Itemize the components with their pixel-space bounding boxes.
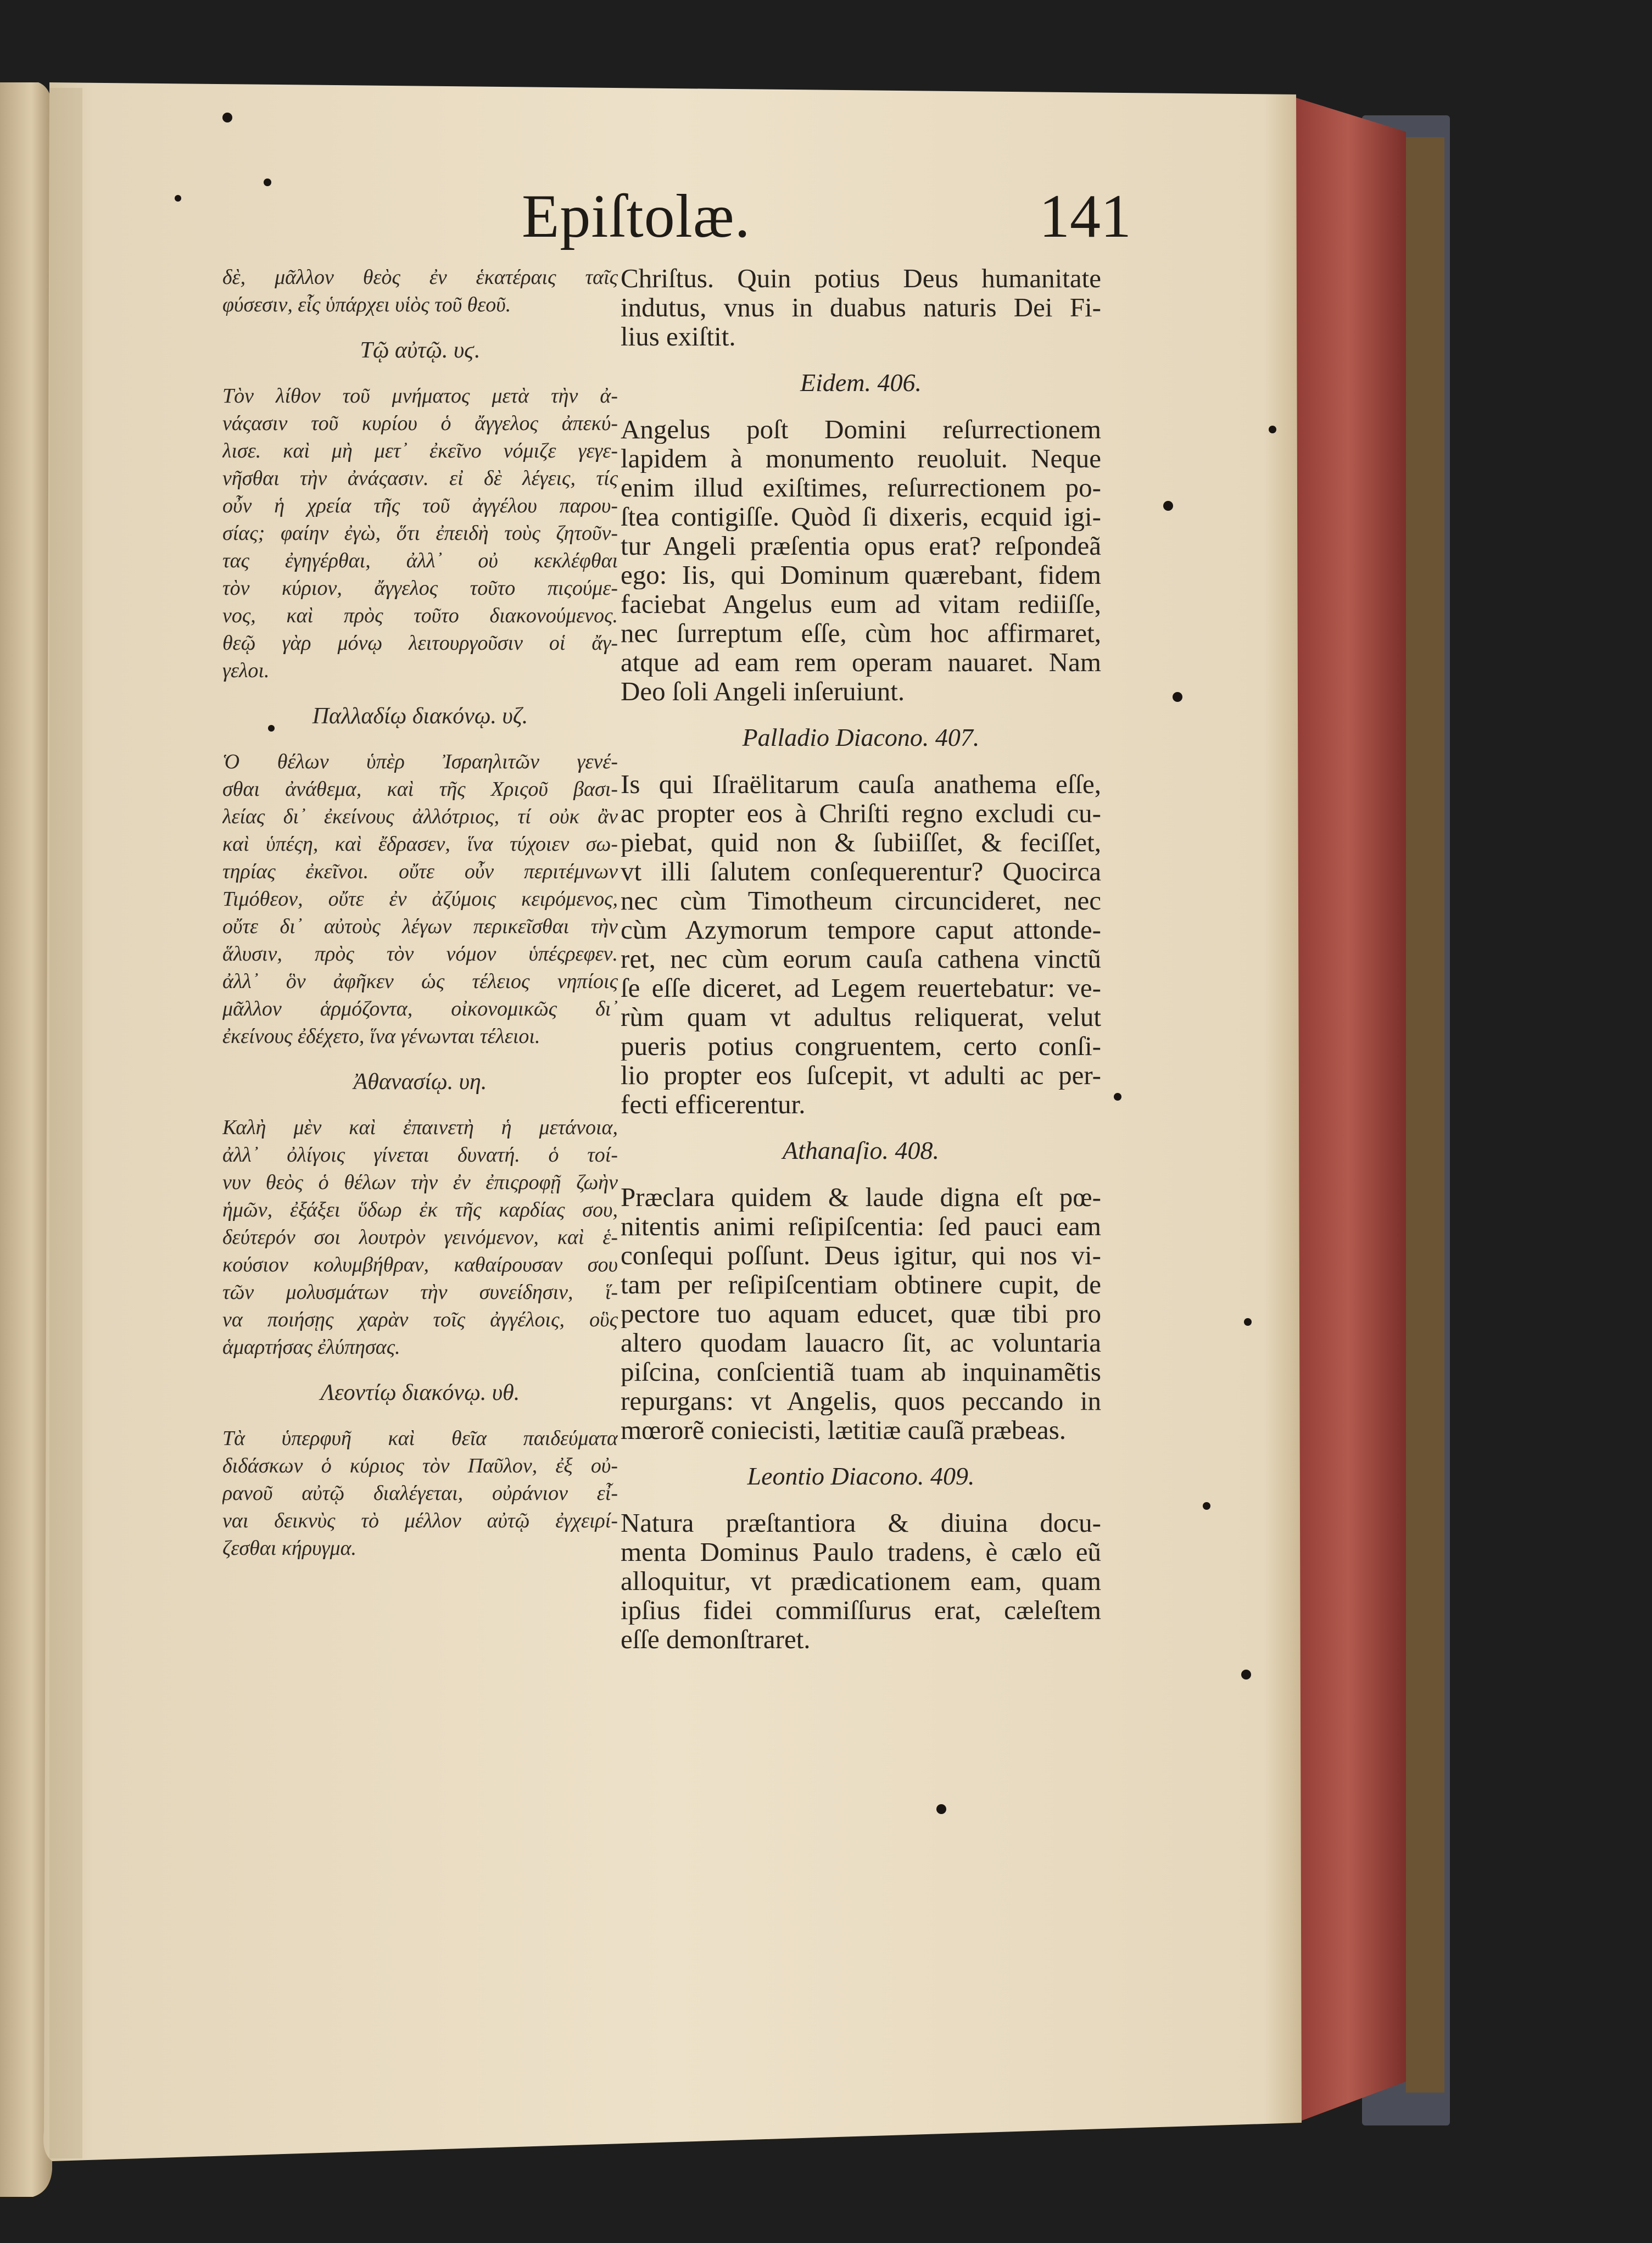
text-line: ſtea contigiſſe. Quòd ſi dixeris, ecquid igi- (621, 502, 1101, 531)
text-line: lius exiſtit. (621, 322, 736, 351)
text-line: ipſius fidei commiſſurus erat, cæleſtem (621, 1595, 1101, 1625)
text-line: atque ad eam rem operam nauaret. Nam (621, 648, 1101, 677)
ink-spot (1173, 692, 1182, 702)
text-line: vt illi ſalutem conſequerentur? Quocirca (621, 857, 1101, 886)
ink-spot (268, 725, 275, 732)
text-line: δὲ, μᾶλλον θεὸς ἐν ἑκατέραις ταῖς (222, 266, 618, 289)
latin-column (621, 264, 1101, 1654)
gutter-shadow (49, 88, 82, 2158)
text-line: ἀλλ᾽ ὀλίγοις γίνεται δυνατή. ὁ τοί- (222, 1143, 618, 1167)
text-line: ἡμῶν, ἐξάξει ὕδωρ ἐκ τῆς καρδίας σου, (222, 1198, 618, 1221)
text-line: θεῷ γὰρ μόνῳ λειτουργοῦσιν οἱ ἄγ- (222, 632, 618, 655)
text-line: pectore tuo aquam educet, quæ tibi pro (621, 1299, 1101, 1328)
text-line: οὔτε δι᾽ αὐτοὺς λέγων περικεῖσθαι τὴν (222, 915, 618, 938)
section-heading: Ἀθανασίῳ. υη. (353, 1069, 487, 1095)
text-line: repurgans: vt Angelis, quos peccando in (621, 1386, 1101, 1415)
ink-spot (936, 1804, 946, 1814)
text-line: ζεσθαι κήρυγμα. (222, 1537, 357, 1560)
text-line: νῆσθαι τὴν ἀνάςασιν. εἰ δὲ λέγεις, τίς (222, 467, 618, 490)
text-line: τῶν μολυσμάτων τὴν συνείδησιν, ἵ- (222, 1281, 618, 1304)
ink-spot (1163, 501, 1173, 511)
text-line: να ποιήσῃς χαρὰν τοῖς ἀγγέλοις, οὓς (222, 1308, 618, 1331)
text-line: rùm quam vt adultus reliquerat, velut (621, 1002, 1101, 1031)
text-line: conſequi poſſunt. Deus igitur, qui nos vi- (621, 1241, 1101, 1270)
text-line: nec ſurreptum eſſe, cùm hoc affirmaret, (621, 618, 1101, 648)
text-line: enim illud exiſtimes, reſurrectionem po- (621, 473, 1101, 502)
section-heading: Palladio Diacono. 407. (742, 723, 980, 751)
text-line: φύσεσιν, εἷς ὑπάρχει υἱὸς τοῦ θεοῦ. (222, 293, 511, 316)
text-line: καὶ ὑπέςη, καὶ ἔδρασεν, ἵνα τύχοιεν σω- (222, 833, 618, 856)
text-line: cùm Azymorum tempore caput attonde- (621, 915, 1101, 944)
text-line: οὖν ἡ χρεία τῆς τοῦ ἀγγέλου παρου- (222, 494, 618, 517)
text-line: Τιμόθεον, οὔτε ἐν ἀζύμοις κειρόμενος, (222, 888, 618, 911)
text-line: γελοι. (222, 659, 270, 682)
text-line: pueris potius congruentem, certo conſi- (621, 1031, 1101, 1061)
text-line: ἅλυσιν, πρὸς τὸν νόμον ὑπέςρεφεν. (222, 942, 618, 966)
text-line: nec cùm Timotheum circuncideret, nec (621, 886, 1101, 915)
text-line: ret, nec cùm eorum cauſa cathena vinctũ (621, 944, 1101, 973)
text-line: lapidem à monumento reuoluit. Neque (621, 444, 1101, 473)
text-line: ἁμαρτήσας ἐλύπησας. (222, 1336, 400, 1359)
section-heading: Παλλαδίῳ διακόνῳ. υζ. (312, 704, 528, 729)
text-line: alloquitur, vt prædicationem eam, quam (621, 1566, 1101, 1595)
text-line: Is qui Iſraëlitarum cauſa anathema eſſe, (621, 769, 1101, 799)
section-heading: Athanaſio. 408. (783, 1136, 939, 1164)
text-line: mœrorẽ coniecisti, lætitiæ cauſã præbeas. (621, 1415, 1067, 1444)
text-line: μᾶλλον ἁρμόζοντα, οἰκονομικῶς δι᾽ (222, 997, 618, 1020)
text-line: νος, καὶ πρὸς τοῦτο διακονούμενος. (222, 604, 618, 627)
text-line: faciebat Angelus eum ad vitam rediiſſe, (621, 589, 1101, 618)
text-line: λείας δι᾽ ἐκείνους ἀλλότριος, τί οὐκ ἂν (222, 805, 618, 828)
ink-spot (1244, 1318, 1252, 1326)
text-line: Ὁ θέλων ὑπὲρ Ἰσραηλιτῶν γενέ- (222, 750, 618, 773)
left-page (0, 82, 52, 2197)
text-line: ἐκείνους ἐδέχετο, ἵνα γένωνται τέλειοι. (222, 1025, 540, 1048)
text-line: ac propter eos à Chriſti regno excludi cu- (621, 799, 1101, 828)
text-line: Præclara quidem & laude digna eſt pœ- (621, 1182, 1101, 1212)
text-line: ſe eſſe diceret, ad Legem reuertebatur: ve- (621, 973, 1101, 1002)
marbled-board-edge (1406, 137, 1444, 2093)
section-heading: Λεοντίῳ διακόνῳ. υθ. (320, 1380, 520, 1405)
text-line: σίας; φαίην ἐγὼ, ὅτι ἐπειδὴ τοὺς ζητοῦν- (222, 522, 618, 545)
text-line: νάςασιν τοῦ κυρίου ὁ ἄγγελος ἀπεκύ- (222, 412, 618, 435)
text-line: Chriſtus. Quin potius Deus humanitate (621, 264, 1101, 293)
text-line: piebat, quid non & ſubiiſſet, & feciſſet, (621, 828, 1101, 857)
ink-spot (1114, 1093, 1121, 1101)
text-line: Angelus poſt Domini reſurrectionem (621, 415, 1101, 444)
text-line: fecti efficerentur. (621, 1090, 806, 1119)
ink-spot (1241, 1670, 1251, 1680)
text-line: τας ἐγηγέρθαι, ἀλλ᾽ οὐ κεκλέφθαι (222, 549, 618, 572)
text-line: ρανοῦ αὐτῷ διαλέγεται, οὐράνιον εἶ- (222, 1482, 618, 1505)
text-line: Deo ſoli Angeli inſeruiunt. (621, 677, 905, 706)
text-line: tur Angeli præſentia opus erat? reſpondeã (621, 531, 1101, 560)
text-line: δεύτερόν σοι λουτρὸν γεινόμενον, καὶ ἑ- (222, 1226, 618, 1249)
text-line: σθαι ἀνάθεμα, καὶ τῆς Χριςοῦ βασι- (222, 778, 618, 801)
text-line: ἀλλ᾽ ὃν ἀφῆκεν ὡς τέλειος νηπίοις (222, 970, 618, 993)
running-head (494, 181, 1131, 258)
text-line: piſcina, conſcientiã tuam ab inquinamẽtis (621, 1357, 1101, 1386)
text-line: menta Dominus Paulo tradens, è cælo eũ (621, 1537, 1101, 1566)
page-title: Epiſtolæ. (522, 182, 751, 250)
text-line: τηρίας ἐκεῖνοι. οὔτε οὖν περιτέμνων (222, 860, 618, 883)
text-line: altero quodam lauacro ſit, ac voluntaria (621, 1328, 1101, 1357)
text-line: νυν θεὸς ὁ θέλων τὴν ἐν ἐπιςροφῇ ζωὴν (222, 1171, 618, 1194)
text-line: eſſe demonſtraret. (621, 1625, 811, 1654)
text-line: Natura præſtantiora & diuina docu- (621, 1508, 1101, 1537)
text-line: tam per reſipiſcentiam obtinere cupit, de (621, 1270, 1101, 1299)
red-page-edges (1291, 96, 1406, 2123)
text-line: τὸν κύριον, ἄγγελος τοῦτο πιςούμε- (222, 577, 618, 600)
ink-spot (1269, 426, 1276, 433)
text-line: κούσιον κολυμβήθραν, καθαίρουσαν σου (222, 1253, 618, 1276)
ink-spot (222, 113, 232, 122)
ink-spot (175, 195, 181, 202)
text-line: Τὰ ὑπερφυῆ καὶ θεῖα παιδεύματα (222, 1427, 618, 1450)
section-heading: Leontio Diacono. 409. (747, 1462, 975, 1490)
page-number: 141 (1039, 182, 1131, 250)
text-line: ego: Iis, qui Dominum quærebant, fidem (621, 560, 1101, 589)
text-line: nitentis animi reſipiſcentia: ſed pauci eam (621, 1212, 1101, 1241)
section-heading: Τῷ αὐτῷ. υϛ. (360, 338, 481, 363)
text-line: lio propter eos ſuſcepit, vt adulti ac per- (621, 1061, 1101, 1090)
text-line: Καλὴ μὲν καὶ ἐπαινετὴ ἡ μετάνοια, (222, 1116, 618, 1139)
text-line: λισε. καὶ μὴ μετ᾽ ἐκεῖνο νόμιζε γεγε- (222, 439, 618, 462)
text-line: Τὸν λίθον τοῦ μνήματος μετὰ τὴν ἀ- (222, 384, 618, 408)
text-line: διδάσκων ὁ κύριος τὸν Παῦλον, ἐξ οὐ- (222, 1454, 618, 1477)
ink-spot (1203, 1502, 1210, 1510)
ink-spot (264, 178, 271, 186)
section-heading: Eidem. 406. (800, 369, 922, 397)
text-line: indutus, vnus in duabus naturis Dei Fi- (621, 293, 1101, 322)
text-line: ναι δεικνὺς τὸ μέλλον αὐτῷ ἐγχειρί- (222, 1509, 618, 1532)
greek-column (222, 264, 618, 1562)
